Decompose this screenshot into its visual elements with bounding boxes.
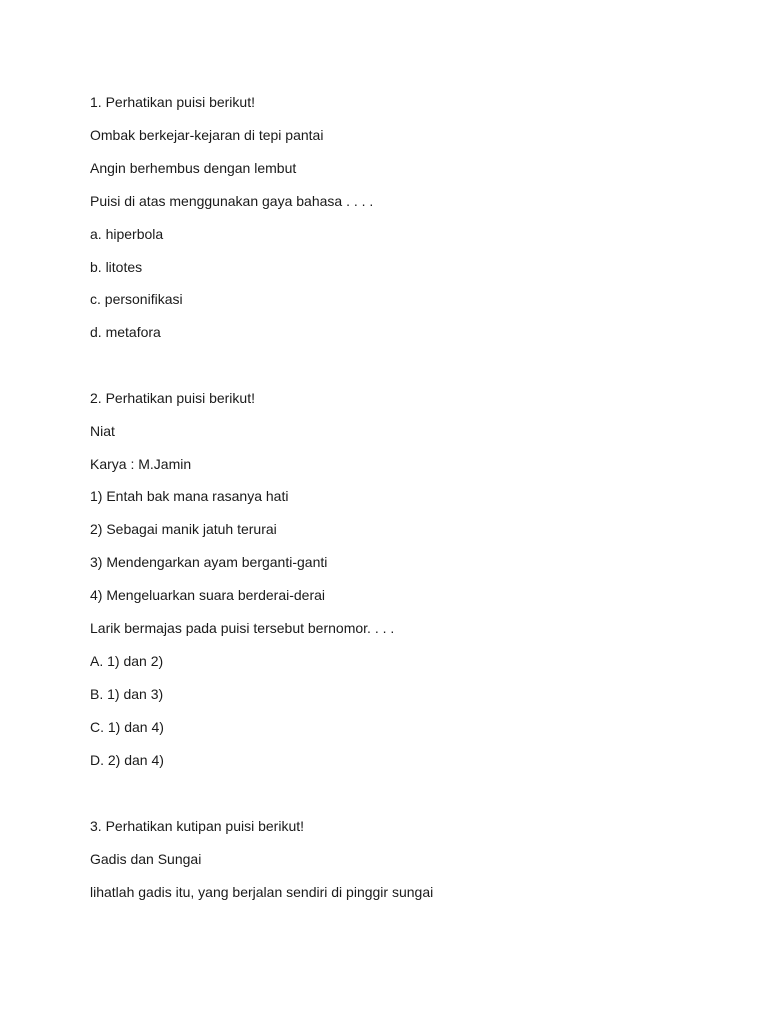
question-2-poem-line: 3) Mendengarkan ayam berganti-ganti	[90, 554, 328, 570]
question-2-option-a: A. 1) dan 2)	[90, 653, 164, 669]
question-3-prompt: 3. Perhatikan kutipan puisi berikut!	[90, 818, 305, 834]
question-2-poem-author: Karya : M.Jamin	[90, 456, 192, 472]
question-2-option-c: C. 1) dan 4)	[90, 719, 164, 735]
question-1-stem: Puisi di atas menggunakan gaya bahasa . . . .	[90, 193, 374, 209]
question-2-prompt: 2. Perhatikan puisi berikut!	[90, 390, 255, 406]
question-2-poem-line: 2) Sebagai manik jatuh terurai	[90, 521, 277, 537]
question-2-stem: Larik bermajas pada puisi tersebut bernomor. . . .	[90, 620, 395, 636]
question-2-poem-title: Niat	[90, 423, 115, 439]
question-1-option-d: d. metafora	[90, 324, 161, 340]
question-1-option-b: b. litotes	[90, 259, 143, 275]
question-1-poem-line: Angin berhembus dengan lembut	[90, 160, 297, 176]
question-3-poem-title: Gadis dan Sungai	[90, 851, 202, 867]
question-2-poem-line: 1) Entah bak mana rasanya hati	[90, 488, 289, 504]
question-1-prompt: 1. Perhatikan puisi berikut!	[90, 94, 255, 110]
question-2-option-d: D. 2) dan 4)	[90, 752, 164, 768]
question-1-option-a: a. hiperbola	[90, 226, 164, 242]
question-1-poem-line: Ombak berkejar-kejaran di tepi pantai	[90, 127, 324, 143]
question-2-option-b: B. 1) dan 3)	[90, 686, 164, 702]
question-2-poem-line: 4) Mengeluarkan suara berderai-derai	[90, 587, 326, 603]
question-1-option-c: c. personifikasi	[90, 291, 183, 307]
question-3-poem-line: lihatlah gadis itu, yang berjalan sendiri di pinggir sungai	[90, 884, 434, 900]
